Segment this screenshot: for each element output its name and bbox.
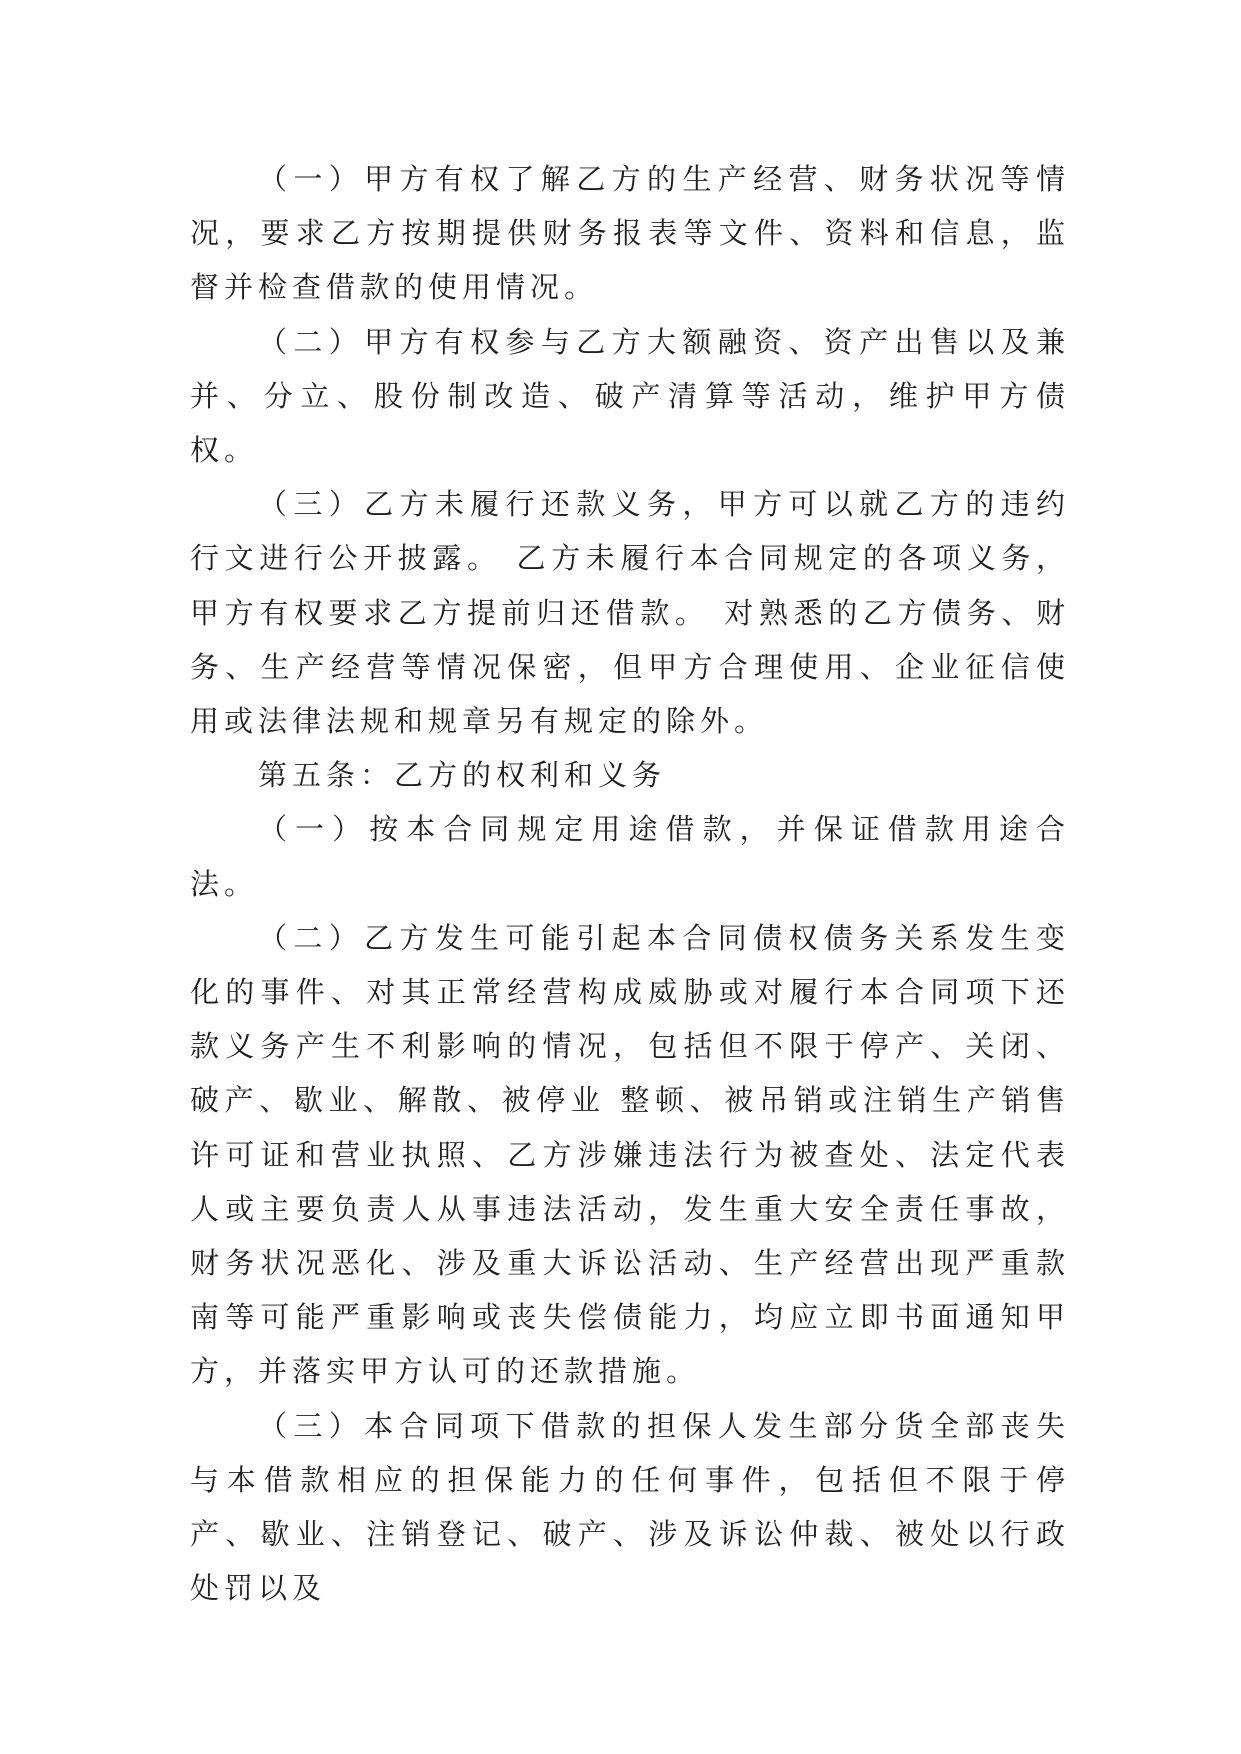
paragraph-party-a-right-3: （三）乙方未履行还款义务，甲方可以就乙方的违约行文进行公开披露。 乙方未履行本合同规定的各项义务，甲方有权要求乙方提前归还借款。 对熟悉的乙方债务、财务、生产经营等情况保密，但甲方合理使用、企业征信使用或法律法规和规章另有规定的除外。 (190, 487, 1070, 739)
paragraph-party-b-duty-2: （二）乙方发生可能引起本合同债权债务关系发生变化的事件、对其正常经营构成威胁或对履行本合同项下还款义务产生不利影响的情况，包括但不限于停产、关闭、破产、歇业、解散、被停业 整顿、被吊销或注销生产销售许可证和营业执照、乙方涉嫌违法行为被查处、法定代表人或主要负责人从事违法活动，发生重大安全责任事故，财务状况恶化、涉及重大诉讼活动、生产经营出现严重款南等可能严重影响或丧失偿债能力，均应立即书面通知甲方，并落实甲方认可的还款措施。 (190, 920, 1070, 1389)
paragraph-party-b-duty-1: （一）按本合同规定用途借款，并保证借款用途合法。 (190, 812, 1070, 901)
document-body (190, 152, 1070, 1615)
paragraph-party-a-right-2: （二）甲方有权参与乙方大额融资、资产出售以及兼并、分立、股份制改造、破产清算等活动，维护甲方债权。 (190, 324, 1070, 468)
paragraph-party-b-duty-3: （三）本合同项下借款的担保人发生部分货全部丧失与本借款相应的担保能力的任何事件，包括但不限于停产、歇业、注销登记、破产、涉及诉讼仲裁、被处以行政处罚以及 (190, 1408, 1070, 1606)
paragraph-party-a-right-1: （一）甲方有权了解乙方的生产经营、财务状况等情况，要求乙方按期提供财务报表等文件、资料和信息，监督并检查借款的使用情况。 (190, 162, 1070, 305)
article-five-heading: 第五条：乙方的权利和义务 (258, 758, 667, 793)
